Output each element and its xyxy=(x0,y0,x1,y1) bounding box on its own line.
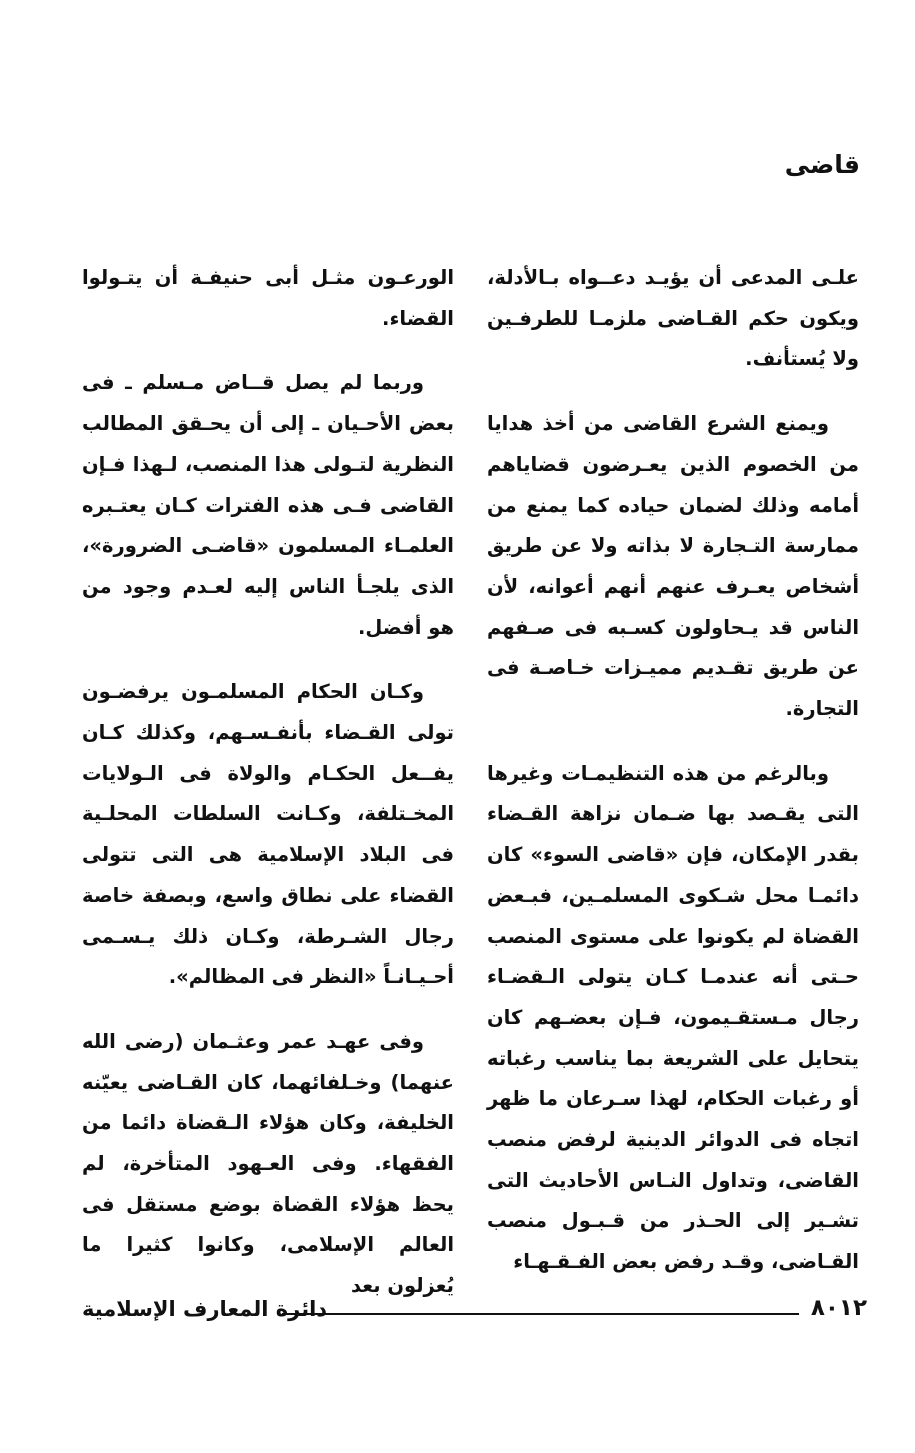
publication-title: دائرة المعارف الإسلامية xyxy=(82,1297,328,1321)
right-column xyxy=(487,258,859,1307)
paragraph: وربما لم يصل قــاض مـسلم ـ فى بعض الأحـيان ـ إلى أن يحـقق المطالب النظرية لتـولى هذا المنصب، لـهذا فـإن القاضى فـى هذه الفترات كـان يعتـبره العلمـاء المسلمون «قاضـى الضرورة»، الذى يلجـأ الناس إليه لعـدم وجود من هو أفضل. xyxy=(82,371,454,639)
paragraph: وبالرغم من هذه التنظيمـات وغيرها التى يقـصد بها ضـمان نزاهة القـضاء بقدر الإمكان، فإن «قاضى السوء» كان دائمـا محل شـكوى المسلمـين، فبـعض القضاة لم يكونوا على مستوى المنصب حـتى أنه عندمـا كـان يتولى الـقضـاء رجال مـستقـيمون، فـإن بعضـهم كان يتحايل على الشريعة بما يناسب رغباته أو رغبات الحكام، لهذا سـرعان ما ظهر اتجاه فى الدوائر الدينية لرفض منصب القاضى، وتداول النـاس الأحاديث التى تشـير إلى الحـذر من قـبـول منصب القـاضى، وقـد رفض بعض الفـقـهـاء xyxy=(487,761,859,1274)
page-number: ٨٠١٢ xyxy=(810,1295,867,1321)
paragraph: وكـان الحكام المسلمـون يرفضـون تولى القـضاء بأنفـسـهم، وكذلك كـان يفــعل الحكـام والولاة فى الـولايات المخـتلفة، وكـانت السلطات المحلـية فى البلاد الإسلامية هى التى تتولى القضاء على نطاق واسع، وبصفة خاصة رجال الشـرطة، وكـان ذلك يـسـمى أحـيـانـاً «النظر فى المظالم». xyxy=(82,680,454,989)
paragraph: علـى المدعى أن يؤيـد دعــواه بـالأدلة، ويكون حكم القـاضى ملزمـا للطرفـين ولا يُستأنف. xyxy=(487,266,859,371)
paragraph: وفى عهـد عمر وعثـمان (رضى الله عنهما) وخـلفائهما، كان القـاضى يعيّنه الخليفة، وكان هؤلاء الـقضاة دائما من الفقهاء. وفى العـهود المتأخرة، لم يحظ هؤلاء القضاة بوضع مستقل فى العالم الإسلامى، وكانوا كثيرا ما يُعزلون بعد xyxy=(82,1029,454,1298)
footer-rule xyxy=(282,1313,799,1315)
paragraph: ويمنع الشرع القاضى من أخذ هدايا من الخصوم الذين يعـرضون قضاياهم أمامه وذلك لضمان حياده كما يمنع من ممارسة التـجارة لا بذاته ولا عن طريق أشخاص يعـرف عنهم أنهم أعوانه، لأن الناس قد يـحاولون كسـبه فى صـفهم عن طريق تقـديم مميـزات خـاصـة فى التجارة. xyxy=(487,412,859,721)
page-footer xyxy=(82,1295,867,1331)
paragraph: الورعـون مثـل أبى حنيفـة أن يتـولوا القضاء. xyxy=(82,266,454,330)
left-column xyxy=(82,258,454,1331)
running-head: قاضى xyxy=(784,150,860,179)
